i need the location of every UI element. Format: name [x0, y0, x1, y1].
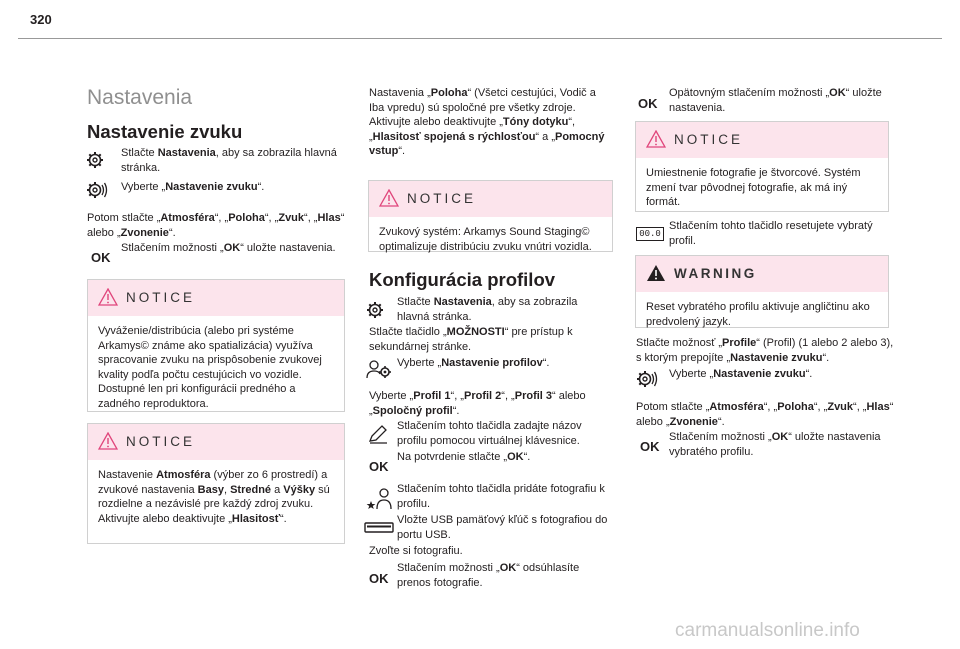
ok-icon: OK: [640, 439, 660, 454]
notice-text: Vyváženie/distribúcia (alebo pri systéme Arkamys© známe ako spatializácia) využíva spracovanie zvuku na prispôsobenie zvukovej kvality podľa počtu cestujúcich vo vozidle. Dostupné len pri konfigurácii predného a zadného reproduktora.: [98, 325, 322, 410]
section-heading-profiles: Konfigurácia profilov: [369, 269, 556, 290]
warning-header: [636, 256, 888, 292]
step-text: Stlačte Nastavenia, aby sa zobrazila hlavná stránka.: [121, 147, 337, 174]
add-photo-icon: [366, 487, 394, 511]
gear-sound-icon: [86, 180, 108, 200]
notice-text: Zvukový systém: Arkamys Sound Staging© optimalizuje distribúciu zvuku vnútri vozidla.: [379, 226, 592, 253]
notice-label: NOTICE: [674, 132, 744, 147]
step-text: Na potvrdenie stlačte „OK“.: [397, 451, 531, 463]
pencil-icon: [367, 424, 389, 444]
warning-triangle-icon: [98, 288, 118, 311]
ok-icon: OK: [91, 250, 111, 265]
warning-triangle-icon: [646, 130, 666, 153]
section-heading-sound: Nastavenie zvuku: [87, 121, 243, 142]
notice-header: [636, 122, 888, 158]
step-text: Stlačením tohto tlačidla pridáte fotografiu k profilu.: [397, 483, 605, 510]
step-text: Stlačením možnosti „OK“ uložte nastavenia.: [121, 242, 336, 254]
step-text: Stlačením možnosti „OK“ odsúhlasíte prenos fotografie.: [397, 562, 580, 589]
gear-sound-icon: [636, 369, 658, 389]
step-text: Vyberte „Nastavenie zvuku“.: [669, 368, 813, 380]
watermark: carmanualsonline.info: [675, 620, 860, 641]
warning-box: [635, 255, 889, 328]
chapter-title: Nastavenia: [87, 86, 193, 109]
step-text: Stlačte tlačidlo „MOŽNOSTI“ pre prístup k sekundárnej stránke.: [369, 326, 573, 353]
step-text: Stlačením možnosti „OK“ uložte nastavenia vybratého profilu.: [669, 431, 881, 458]
notice-header: [88, 424, 344, 460]
paragraph: Stlačte možnosť „Profile“ (Profil) (1 alebo 2 alebo 3), s ktorým prepojíte „Nastavenie zvuku“.: [636, 337, 894, 364]
notice-box: [635, 121, 889, 212]
warning-filled-icon: [646, 264, 666, 287]
step-text: Vložte USB pamäťový kľúč s fotografiou do portu USB.: [397, 514, 608, 541]
step-text: Opätovným stlačením možnosti „OK“ uložte nastavenia.: [669, 87, 882, 114]
ok-icon: OK: [638, 96, 658, 111]
intro-paragraph: Nastavenia „Poloha“ (Všetci cestujúci, Vodič a Iba vpredu) sú spoločné pre všetky zdroje. Aktivujte alebo deaktivujte „Tóny dotyku“, „Hlasitosť spojená s rýchlosťou“ a „Pomocný vstup“.: [369, 87, 605, 158]
notice-label: NOTICE: [407, 191, 477, 206]
paragraph: Potom stlačte „Atmosféra“, „Poloha“, „Zvuk“, „Hlas“ alebo „Zvonenie“.: [87, 212, 345, 239]
warning-label: WARNING: [674, 266, 757, 281]
warning-triangle-icon: [98, 432, 118, 455]
step-text: Stlačením tohto tlačidla zadajte názov profilu pomocou virtuálnej klávesnice.: [397, 420, 582, 447]
header-rule: [18, 38, 942, 39]
gear-icon: [366, 301, 384, 319]
step-text: Vyberte „Profil 1“, „Profil 2“, „Profil 3“ alebo „Spoločný profil“.: [369, 390, 586, 417]
step-text: Vyberte „Nastavenie zvuku“.: [121, 181, 265, 193]
step-text: Stlačením tohto tlačidlo resetujete vybratý profil.: [669, 220, 873, 247]
notice-header: [88, 280, 344, 316]
step-text: Stlačte Nastavenia, aby sa zobrazila hlavná stránka.: [397, 296, 578, 323]
notice-text: Nastavenie Atmosféra (výber zo 6 prostredí) a zvukové nastavenia Basy, Stredné a Výšky sú rozdielne a nezávislé pre každý zdroj zvuku. Aktivujte alebo deaktivujte „Hlasitosť“.: [98, 469, 330, 525]
notice-header: [369, 181, 612, 217]
reset-profile-icon: 00.0: [636, 227, 664, 241]
warning-text: Reset vybratého profilu aktivuje angličtinu ako predvolený jazyk.: [646, 301, 870, 328]
page-number: 320: [30, 12, 52, 27]
step-text: Zvoľte si fotografiu.: [369, 545, 463, 557]
notice-label: NOTICE: [126, 290, 196, 305]
paragraph: Potom stlačte „Atmosféra“, „Poloha“, „Zvuk“, „Hlas“ alebo „Zvonenie“.: [636, 401, 894, 428]
notice-text: Umiestnenie fotografie je štvorcové. Systém zmení tvar pôvodnej fotografie, ak má iný formát.: [646, 167, 861, 209]
notice-box: [87, 423, 345, 544]
ok-icon: OK: [369, 571, 389, 586]
notice-label: NOTICE: [126, 434, 196, 449]
ok-icon: OK: [369, 459, 389, 474]
notice-box: [87, 279, 345, 412]
gear-icon: [86, 151, 104, 169]
warning-triangle-icon: [379, 189, 399, 212]
usb-drive-icon: [364, 521, 394, 535]
notice-box: [368, 180, 613, 252]
profile-settings-icon: [366, 358, 392, 380]
step-text: Vyberte „Nastavenie profilov“.: [397, 357, 550, 369]
